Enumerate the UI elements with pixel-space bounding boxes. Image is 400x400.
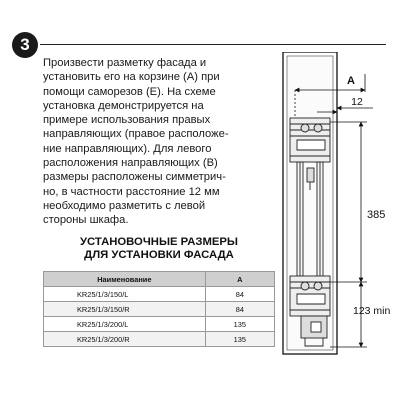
column-header-name: Наименование: [44, 272, 206, 287]
table-row: [44, 287, 275, 302]
section-title-line-1: УСТАНОВОЧНЫЕ РАЗМЕРЫ: [79, 236, 238, 248]
instruction-line: направляющих (правое расположе-: [43, 128, 229, 141]
table-cell-name: KR25/1/3/200/L: [44, 317, 206, 332]
instruction-line: помощи саморезов (Е). На схеме: [43, 85, 216, 98]
instruction-line: установка демонстрируется на: [43, 99, 204, 112]
column-header-a: A: [205, 272, 274, 287]
section-title: [40, 236, 278, 262]
instruction-line: расположения направляющих (В): [43, 157, 218, 170]
table-row: [44, 332, 275, 347]
dimension-385-label: 385: [367, 209, 386, 221]
instruction-line: необходимо разметить с левой: [43, 199, 206, 212]
table-cell-name: KR25/1/3/150/L: [44, 287, 206, 302]
instruction-line: но, в частности расстояние 12 мм: [43, 185, 220, 198]
table-cell-a: 84: [205, 287, 274, 302]
table-row: [44, 317, 275, 332]
dimension-a-label: A: [347, 75, 355, 87]
instruction-line: размеры расположены симметрич-: [43, 171, 226, 184]
table-cell-a: 84: [205, 302, 274, 317]
dimension-12-label: 12: [351, 96, 363, 108]
instruction-line: ние направляющих). Для левого: [43, 142, 212, 155]
instruction-line: стороны шкафа.: [43, 214, 129, 227]
table-cell-name: KR25/1/3/150/R: [44, 302, 206, 317]
dimensions-table: [43, 271, 275, 347]
step-divider: [40, 44, 386, 45]
upper-basket: [290, 118, 330, 162]
table-row: [44, 302, 275, 317]
table-header-row: [44, 272, 275, 287]
table-cell-a: 135: [205, 317, 274, 332]
step-number-badge: 3: [12, 32, 38, 58]
instruction-line: установить его на корзине (А) при: [43, 71, 220, 84]
instruction-line: примере использования правых: [43, 114, 211, 127]
dimension-123-label: 123 min: [353, 305, 391, 317]
instructions-text: [43, 56, 278, 228]
table-cell-name: KR25/1/3/200/R: [44, 332, 206, 347]
table-cell-a: 135: [205, 332, 274, 347]
installation-diagram: [275, 52, 393, 357]
lower-basket: [290, 276, 330, 316]
section-title-line-2: ДЛЯ УСТАНОВКИ ФАСАДА: [84, 249, 234, 261]
instruction-line: Произвести разметку фасада и: [43, 57, 207, 69]
